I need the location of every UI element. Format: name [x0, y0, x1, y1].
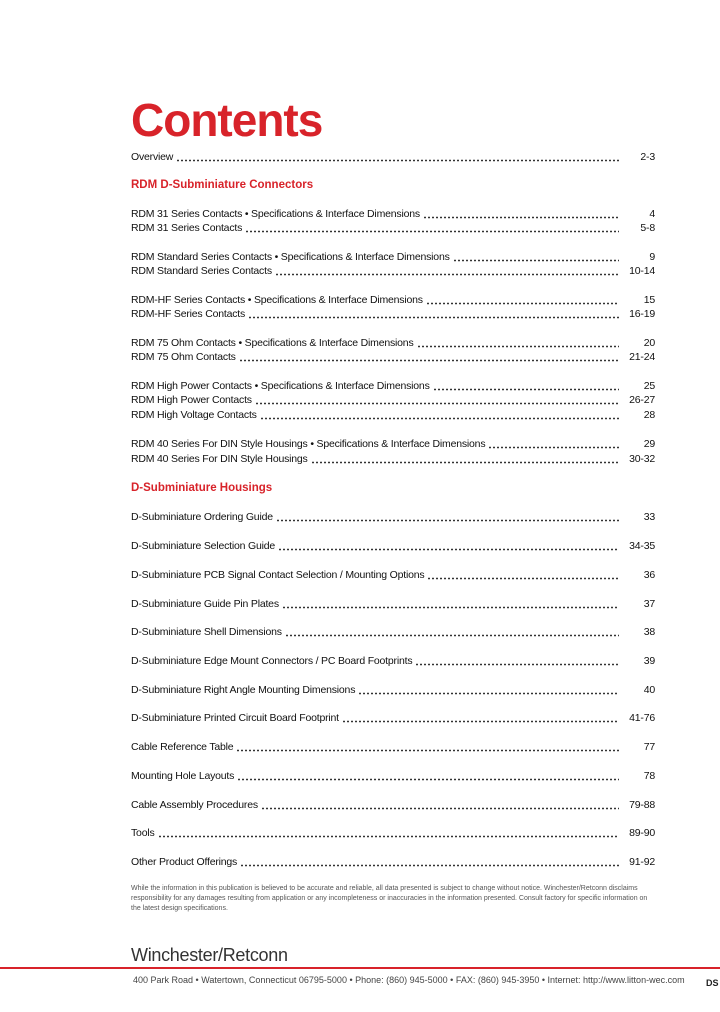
toc-entry-label: RDM 40 Series For DIN Style Housings — [131, 453, 308, 465]
toc-entry-label: Cable Reference Table — [131, 741, 234, 753]
toc-entry[interactable] — [131, 250, 655, 265]
dot-leader — [176, 159, 619, 162]
toc-entry[interactable] — [131, 437, 655, 452]
toc-entry-page: 33 — [643, 511, 655, 523]
toc-entry[interactable] — [131, 769, 655, 784]
toc-entry[interactable] — [131, 307, 655, 322]
toc-entry[interactable] — [131, 150, 655, 165]
dot-leader — [245, 230, 619, 233]
toc-entry[interactable] — [131, 539, 655, 554]
toc-entry-page: 37 — [643, 598, 655, 610]
toc-entry[interactable] — [131, 336, 655, 351]
toc-entry-page: 41-76 — [629, 712, 655, 724]
toc-entry-page: 10-14 — [629, 265, 655, 277]
toc-entry-page: 91-92 — [629, 856, 655, 868]
page-title: Contents — [131, 94, 323, 146]
toc-entry[interactable] — [131, 207, 655, 222]
footer-divider — [0, 967, 720, 969]
toc-entry-page: 26-27 — [629, 394, 655, 406]
toc-entry-page: 38 — [643, 626, 655, 638]
dot-leader — [282, 606, 619, 609]
dot-leader — [453, 259, 619, 262]
toc-entry[interactable] — [131, 798, 655, 813]
section-heading: D-Subminiature Housings — [131, 482, 273, 494]
toc-entry-page: 77 — [643, 741, 655, 753]
dot-leader — [240, 864, 619, 867]
toc-entry-page: 15 — [643, 294, 655, 306]
toc-entry-label: D-Subminiature Ordering Guide — [131, 511, 273, 523]
dot-leader — [427, 577, 619, 580]
toc-entry-page: 9 — [649, 251, 655, 263]
toc-entry-label: RDM 75 Ohm Contacts • Specifications & Interface Dimensions — [131, 337, 414, 349]
brand-name: Winchester/Retconn — [131, 945, 288, 965]
toc-entry-page: 39 — [643, 655, 655, 667]
dot-leader — [358, 692, 619, 695]
toc-entry[interactable] — [131, 654, 655, 669]
toc-entry[interactable] — [131, 293, 655, 308]
toc-entry-page: 40 — [643, 684, 655, 696]
dot-leader — [311, 461, 619, 464]
toc-entry-label: D-Subminiature Selection Guide — [131, 540, 275, 552]
toc-entry[interactable] — [131, 826, 655, 841]
toc-entry-label: Mounting Hole Layouts — [131, 770, 235, 782]
dot-leader — [236, 749, 619, 752]
toc-entry[interactable] — [131, 855, 655, 870]
toc-entry-label: D-Subminiature Edge Mount Connectors / PC Board Footprints — [131, 655, 413, 667]
toc-entry[interactable] — [131, 408, 655, 423]
disclaimer-text: While the information in this publication is believed to be accurate and reliable, all data presented is subject to change without notice. Winchester/Retconn disclaims responsibility for any damages resulting from application or any incompleteness or inaccuracies in the information presented. Consult factory for specific information on the latest design specifications. — [131, 885, 648, 912]
dot-leader — [239, 359, 619, 362]
toc-entry-page: 28 — [643, 409, 655, 421]
toc-entry[interactable] — [131, 597, 655, 612]
toc-entry-label: RDM 40 Series For DIN Style Housings • Specifications & Interface Dimensions — [131, 438, 486, 450]
toc-entry-label: Tools — [131, 827, 155, 839]
toc-entry[interactable] — [131, 568, 655, 583]
toc-entry-label: D-Subminiature PCB Signal Contact Selection / Mounting Options — [131, 569, 425, 581]
toc-entry-label: RDM-HF Series Contacts — [131, 308, 246, 320]
section-heading: RDM D-Subminiature Connectors — [131, 179, 314, 191]
toc-entry-page: 4 — [649, 208, 655, 220]
dot-leader — [417, 345, 620, 348]
toc-entry[interactable] — [131, 221, 655, 236]
toc-entry[interactable] — [131, 711, 655, 726]
dot-leader — [433, 388, 619, 391]
toc-entry[interactable] — [131, 452, 655, 467]
toc-entry-page: 34-35 — [629, 540, 655, 552]
toc-entry[interactable] — [131, 683, 655, 698]
dot-leader — [426, 302, 619, 305]
toc-entry-label: D-Subminiature Guide Pin Plates — [131, 598, 279, 610]
toc-entry-page: 25 — [643, 380, 655, 392]
toc-entry-label: RDM High Power Contacts • Specifications & Interface Dimensions — [131, 380, 430, 392]
dot-leader — [342, 720, 619, 723]
dot-leader — [255, 402, 619, 405]
toc-entry-page: 36 — [643, 569, 655, 581]
dot-leader — [237, 778, 619, 781]
toc-entry-label: RDM 75 Ohm Contacts — [131, 351, 236, 363]
toc-entry-label: RDM High Power Contacts — [131, 394, 252, 406]
dot-leader — [275, 273, 619, 276]
dot-leader — [248, 316, 619, 319]
dot-leader — [261, 807, 619, 810]
footer-address: 400 Park Road • Watertown, Connecticut 06795-5000 • Phone: (860) 945-5000 • FAX: (860) 945-3950 • Internet: http://www.litton-wec.com — [133, 975, 685, 985]
toc-entry-page: 29 — [643, 438, 655, 450]
toc-entry-page: 16-19 — [629, 308, 655, 320]
toc-entry-label: RDM-HF Series Contacts • Specifications & Interface Dimensions — [131, 294, 423, 306]
toc-entry[interactable] — [131, 625, 655, 640]
dot-leader — [278, 548, 619, 551]
corner-tag: DS — [706, 978, 719, 988]
dot-leader — [260, 417, 619, 420]
toc-entry-label: D-Subminiature Printed Circuit Board Footprint — [131, 712, 339, 724]
toc-entry[interactable] — [131, 393, 655, 408]
dot-leader — [158, 835, 619, 838]
toc-entry[interactable] — [131, 510, 655, 525]
dot-leader — [488, 446, 619, 449]
toc-entry-label: D-Subminiature Shell Dimensions — [131, 626, 282, 638]
toc-entry[interactable] — [131, 379, 655, 394]
toc-entry-page: 20 — [643, 337, 655, 349]
toc-entry-label: Overview — [131, 151, 174, 163]
dot-leader — [276, 519, 619, 522]
toc-entry-label: Other Product Offerings — [131, 856, 238, 868]
toc-entry-page: 89-90 — [629, 827, 655, 839]
toc-entry-page: 2-3 — [640, 151, 655, 163]
dot-leader — [415, 663, 619, 666]
dot-leader — [285, 634, 619, 637]
toc-entry[interactable] — [131, 740, 655, 755]
toc-entry-page: 21-24 — [629, 351, 655, 363]
toc-entry-label: Cable Assembly Procedures — [131, 799, 258, 811]
toc-entry-page: 78 — [643, 770, 655, 782]
toc-entry-page: 79-88 — [629, 799, 655, 811]
toc-entry-label: RDM 31 Series Contacts • Specifications & Interface Dimensions — [131, 208, 420, 220]
dot-leader — [423, 216, 619, 219]
toc-entry-page: 30-32 — [629, 453, 655, 465]
toc-entry-label: RDM High Voltage Contacts — [131, 409, 257, 421]
toc-entry[interactable] — [131, 350, 655, 365]
toc-entry-label: RDM 31 Series Contacts — [131, 222, 243, 234]
toc-entry-label: RDM Standard Series Contacts — [131, 265, 272, 277]
toc-entry-label: RDM Standard Series Contacts • Specifications & Interface Dimensions — [131, 251, 450, 263]
toc-entry[interactable] — [131, 264, 655, 279]
toc-entry-page: 5-8 — [640, 222, 655, 234]
toc-entry-label: D-Subminiature Right Angle Mounting Dimensions — [131, 684, 356, 696]
